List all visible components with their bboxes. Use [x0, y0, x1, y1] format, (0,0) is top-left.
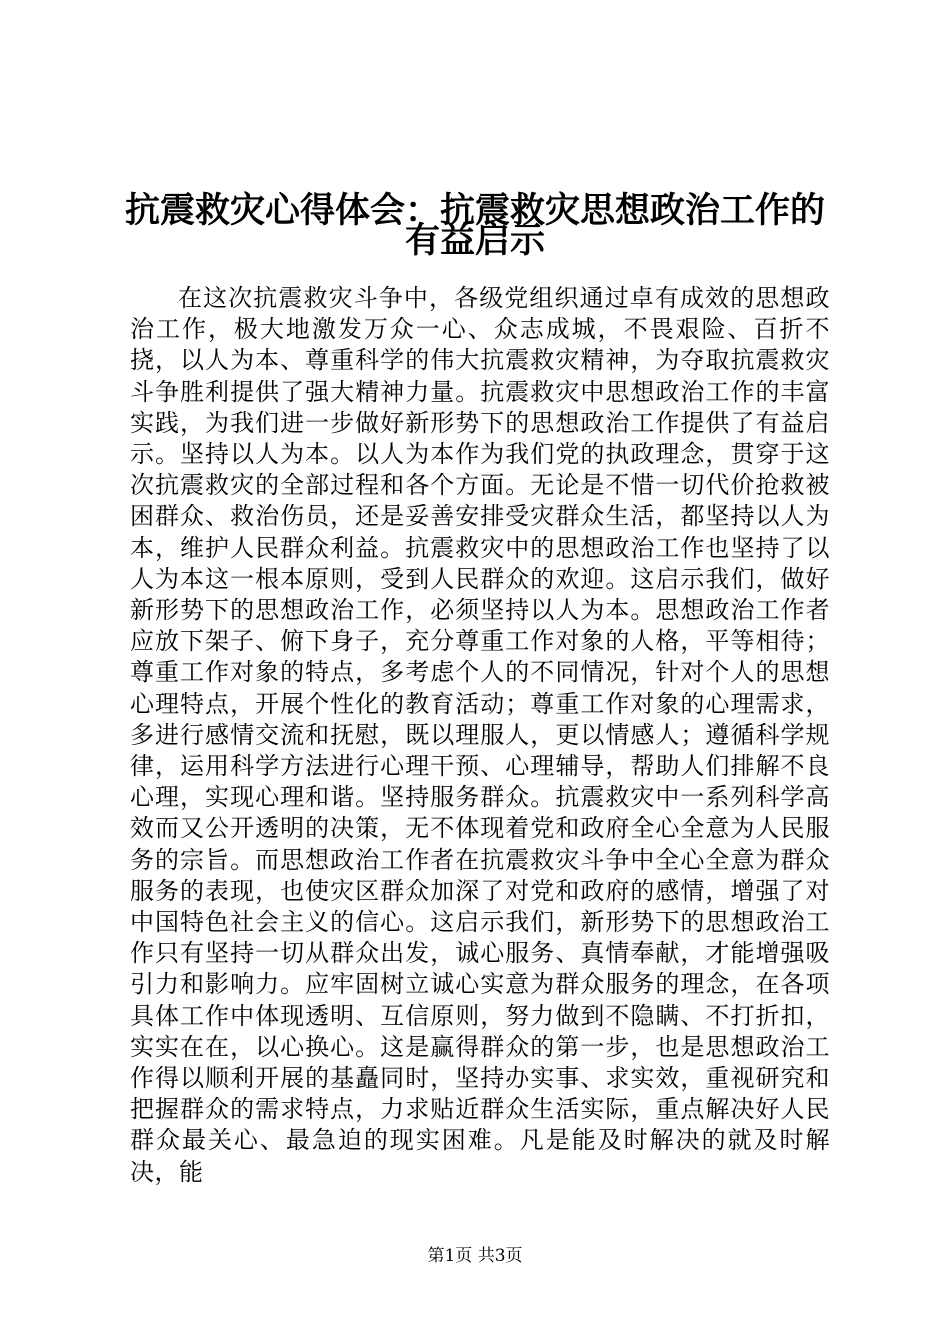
- document-title-line1: 抗震救灾心得体会：抗震救灾思想政治工作的: [124, 190, 825, 231]
- document-title-line2: 有益启示: [404, 220, 545, 261]
- page-footer: 第1页 共3页: [427, 1246, 523, 1266]
- document-body-paragraph: 在这次抗震救灾斗争中，各级党组织通过卓有成效的思想政治工作，极大地激发万众一心、众志成城，不畏艰险、百折不挠，以人为本、尊重科学的伟大抗震救灾精神，为夺取抗震救灾斗争胜利提供了强大精神力量。抗震救灾中思想政治工作的丰富实践，为我们进一步做好新形势下的思想政治工作提供了有益启示。坚持以人为本。以人为本作为我们党的执政理念，贯穿于这次抗震救灾的全部过程和各个方面。无论是不惜一切代价抢救被困群众、救治伤员，还是妥善安排受灾群众生活，都坚持以人为本，维护人民群众利益。抗震救灾中的思想政治工作也坚持了以人为本这一根本原则，受到人民群众的欢迎。这启示我们，做好新形势下的思想政治工作，必须坚持以人为本。思想政治工作者应放下架子、俯下身子，充分尊重工作对象的人格，平等相待；尊重工作对象的特点，多考虑个人的不同情况，针对个人的思想心理特点，开展个性化的教育活动；尊重工作对象的心理需求，多进行感情交流和抚慰，既以理服人，更以情感人；遵循科学规律，运用科学方法进行心理干预、心理辅导，帮助人们排解不良心理，实现心理和谐。坚持服务群众。抗震救灾中一系列科学高效而又公开透明的决策，无不体现着党和政府全心全意为人民服务的宗旨。而思想政治工作者在抗震救灾斗争中全心全意为群众服务的表现，也使灾区群众加深了对党和政府的感情，增强了对中国特色社会主义的信心。这启示我们，新形势下的思想政治工作只有坚持一切从群众出发，诚心服务、真情奉献，才能增强吸引力和影响力。应牢固树立诚心实意为群众服务的理念，在各项具体工作中体现透明、互信原则，努力做到不隐瞒、不打折扣，实实在在，以心换心。这是赢得群众的第一步，也是思想政治工作得以顺利开展的基矗同时，坚持办实事、求实效，重视研究和把握群众的需求特点，力求贴近群众生活实际，重点解决好人民群众最关心、最急迫的现实困难。凡是能及时解决的就及时解决，能: [130, 284, 830, 1186]
